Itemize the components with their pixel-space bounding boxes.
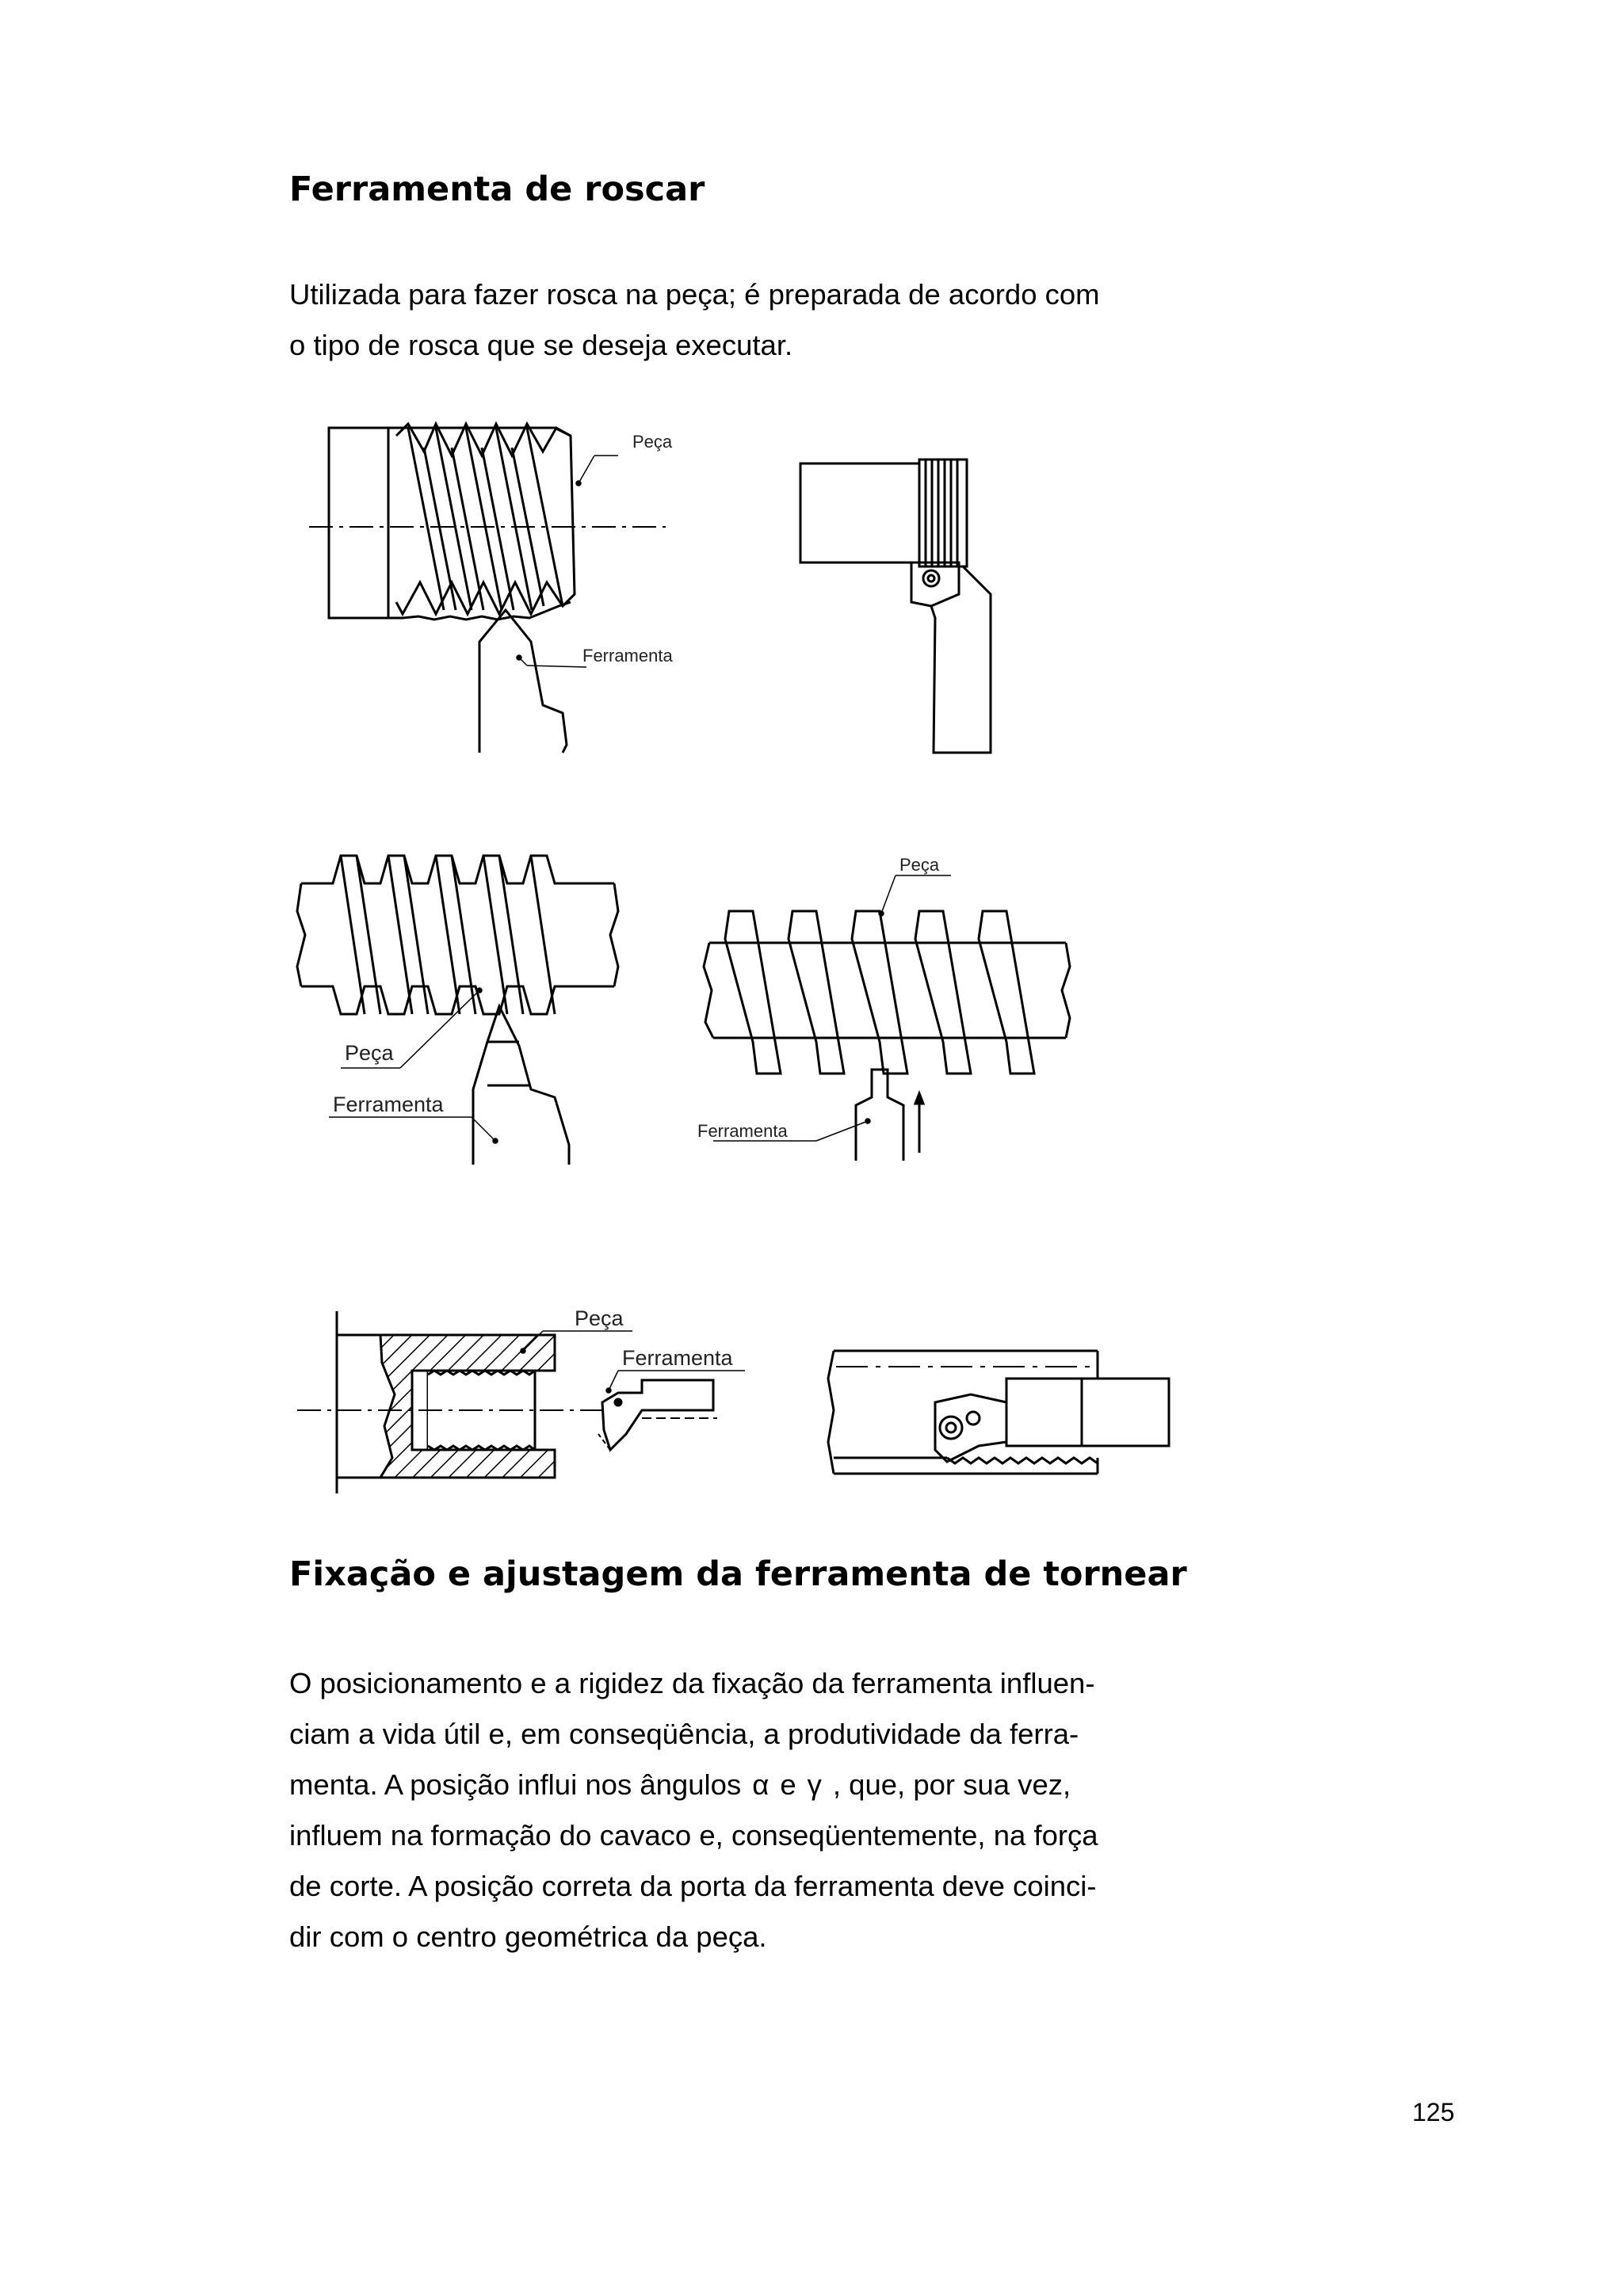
text-fragment: menta. A posição influi nos ângulos: [289, 1768, 742, 1801]
figure-internal-thread-section: [293, 1291, 753, 1497]
text-line: Utilizada para fazer rosca na peça; é preparada de acordo com: [289, 278, 1100, 311]
text-line: o tipo de rosca que se deseja executar.: [289, 329, 793, 361]
figure-boring-bar-threading: [824, 1339, 1268, 1497]
figure-insert-holder: [792, 452, 1014, 761]
text-line: ciam a vida útil e, em conseqüência, a produtividade da ferra-: [289, 1718, 1079, 1750]
paragraph-tool-fixing: [289, 1658, 1098, 1962]
text-line: de corte. A posição correta da porta da ferramenta deve coinci-: [289, 1870, 1097, 1902]
text-line: [289, 1760, 1098, 1810]
label-part: Peça: [632, 432, 673, 452]
paragraph-threading-tool: [289, 269, 1100, 371]
section-title-threading-tool: Ferramenta de roscar: [289, 170, 705, 209]
label-tool: Ferramenta: [622, 1346, 733, 1370]
label-part: Peça: [345, 1041, 394, 1065]
symbol-gamma: γ: [807, 1768, 822, 1801]
label-tool: Ferramenta: [582, 646, 673, 666]
figure-external-thread-tool: [301, 412, 697, 761]
text-line: dir com o centro geométrica da peça.: [289, 1920, 767, 1953]
text-fragment: , que, por sua vez,: [832, 1768, 1071, 1801]
text-line: influem na formação do cavaco e, conseqüentemente, na força: [289, 1819, 1098, 1852]
label-part: Peça: [899, 855, 940, 875]
page-number: 125: [1412, 2098, 1455, 2126]
symbol-alpha: α: [752, 1768, 769, 1801]
text-line: O posicionamento e a rigidez da fixação da ferramenta influen-: [289, 1667, 1095, 1699]
label-tool: Ferramenta: [333, 1093, 444, 1116]
label-tool: Ferramenta: [697, 1121, 788, 1141]
label-part: Peça: [575, 1306, 624, 1330]
section-title-tool-fixing: Fixação e ajustagem da ferramenta de tornear: [289, 1554, 1187, 1594]
figure-square-thread-left: [293, 848, 626, 1173]
figure-square-thread-right: [697, 852, 1109, 1177]
text-fragment: e: [780, 1768, 796, 1801]
